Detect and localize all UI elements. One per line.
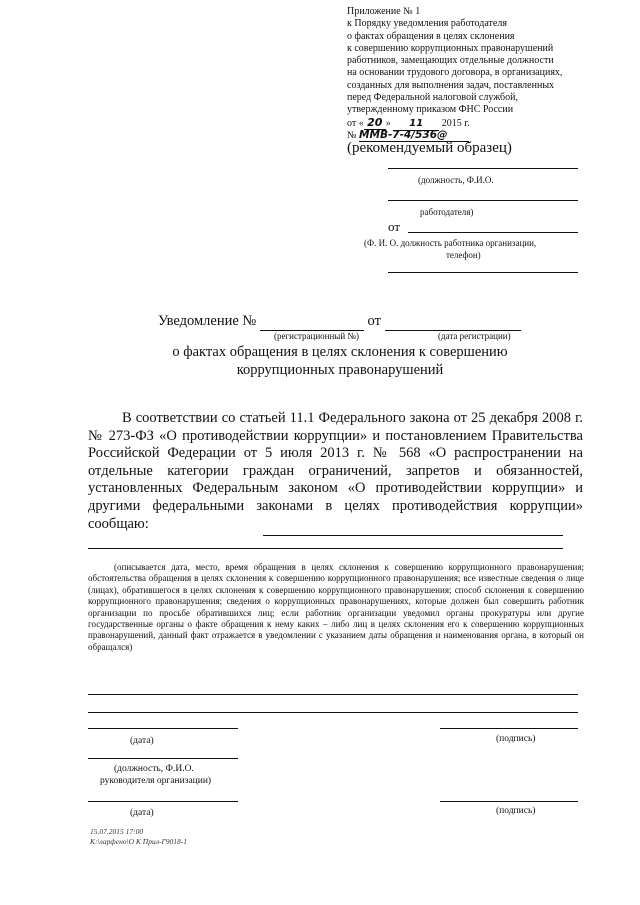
position-caption: (должность, Ф.И.О. (418, 175, 494, 185)
notice-date-line (385, 313, 521, 331)
body-paragraph-text: В соответствии со статьей 11.1 Федерального закона от 25 декабря 2008 г. № 273-ФЗ «О противодействии коррупции» и постановлением Правительства Российской Федерации от 5 июля 2013 г. № 568 «О распространении на отдельные категории граждан ограничений, запретов и обязанностей, установленных Федеральным законом «О противодействии коррупции» и другими федеральными законами в целях противодействия коррупции» сообщаю: (88, 410, 583, 532)
notice-from-label: от (367, 313, 381, 329)
body-paragraph (88, 410, 583, 533)
order-date-month: 11 (393, 118, 439, 131)
footer-timestamp: 15.07.2015 17:00 (90, 827, 144, 836)
order-date-day: 20 (364, 117, 386, 130)
signature-caption-1: (подпись) (496, 734, 536, 744)
order-number-value: ММВ-7-4/536@ (359, 129, 469, 142)
manager-caption-1: (должность, Ф.И.О. (114, 764, 194, 774)
from-line (408, 232, 578, 233)
body-fill-line-2 (88, 548, 563, 549)
signature-line-2 (440, 801, 578, 802)
order-number-prefix: № (347, 130, 357, 141)
header-line: перед Федеральной налоговой службой, (347, 92, 518, 104)
header-line: Приложение № 1 (347, 6, 421, 17)
reg-number-caption: (регистрационный №) (274, 331, 359, 341)
notice-label: Уведомление № (158, 313, 257, 329)
signature-line-1 (440, 728, 578, 729)
date-line-2 (88, 801, 238, 802)
header-line: созданных для выполнения задач, поставленных (347, 79, 555, 91)
manager-caption-2: руководителя организации) (100, 776, 212, 786)
notice-subtitle (160, 343, 520, 379)
signature-caption-2: (подпись) (496, 806, 536, 816)
employer-caption: работодателя) (420, 207, 474, 217)
body-fill-line-1 (263, 535, 563, 536)
instructions (88, 562, 584, 653)
header-line: утвержденному приказом ФНС России (347, 104, 514, 116)
footer-file-path: К:\ларфено\О К Прил-Г9018-1 (90, 836, 187, 846)
notice-title (158, 313, 521, 331)
from-label: от (388, 219, 401, 234)
employer-line (388, 200, 578, 201)
header-line: работников, замещающих отдельные должности (347, 55, 554, 67)
sample-note: (рекомендуемый образец) (347, 140, 512, 156)
subtitle-line-1: о фактах обращения в целях склонения к совершению (172, 344, 508, 360)
date-caption-2: (дата) (130, 808, 154, 818)
worker-caption-1: (Ф. И. О. должность работника организации, (364, 238, 537, 248)
footer-print-info (90, 827, 187, 846)
order-date-year: 2015 г. (441, 118, 470, 129)
order-date-mid: » (385, 118, 394, 129)
subtitle-line-2: коррупционных правонарушений (236, 362, 444, 378)
instructions-fill-line-1 (88, 694, 578, 695)
order-date-prefix: от « (347, 118, 364, 129)
reg-date-caption: (дата регистрации) (438, 331, 511, 341)
manager-line (88, 758, 238, 759)
header-line: к совершению коррупционных правонарушений (347, 42, 554, 54)
extra-line (388, 272, 578, 273)
header-line: к Порядку уведомления работодателя (347, 18, 507, 30)
instructions-fill-line-2 (88, 712, 578, 713)
appendix-header (347, 6, 562, 117)
date-caption-1: (дата) (130, 736, 154, 746)
position-line (388, 168, 578, 169)
header-line: о фактах обращения в целях склонения (347, 30, 515, 42)
notice-number-line (260, 313, 364, 331)
worker-caption-2: телефон) (446, 250, 481, 260)
instructions-text: (описывается дата, место, время обращения в целях склонения к совершению коррупционного правонарушения; обстоятельства обращения в целях склонения к совершению коррупционного правонарушения; все известные сведения о лице (лицах), обратившегося в целях склонения к совершению коррупционного правонарушения; способ склонения к совершению коррупционного правонарушения; сведения о коррупционных правонарушениях, которые должен был совершить работник организации по просьбе обратившихся лиц; если работник организации уведомил органы прокуратуры или другие государственные органы о факте обращения к нему каких – либо лиц в целях склонения его к совершению коррупционных правонарушений, данный факт отражается в уведомлении с указанием даты обращения и наименования органа, в который он обращался) (88, 562, 584, 652)
header-line: на основании трудового договора, в организациях, (347, 67, 563, 79)
date-line-1 (88, 728, 238, 729)
